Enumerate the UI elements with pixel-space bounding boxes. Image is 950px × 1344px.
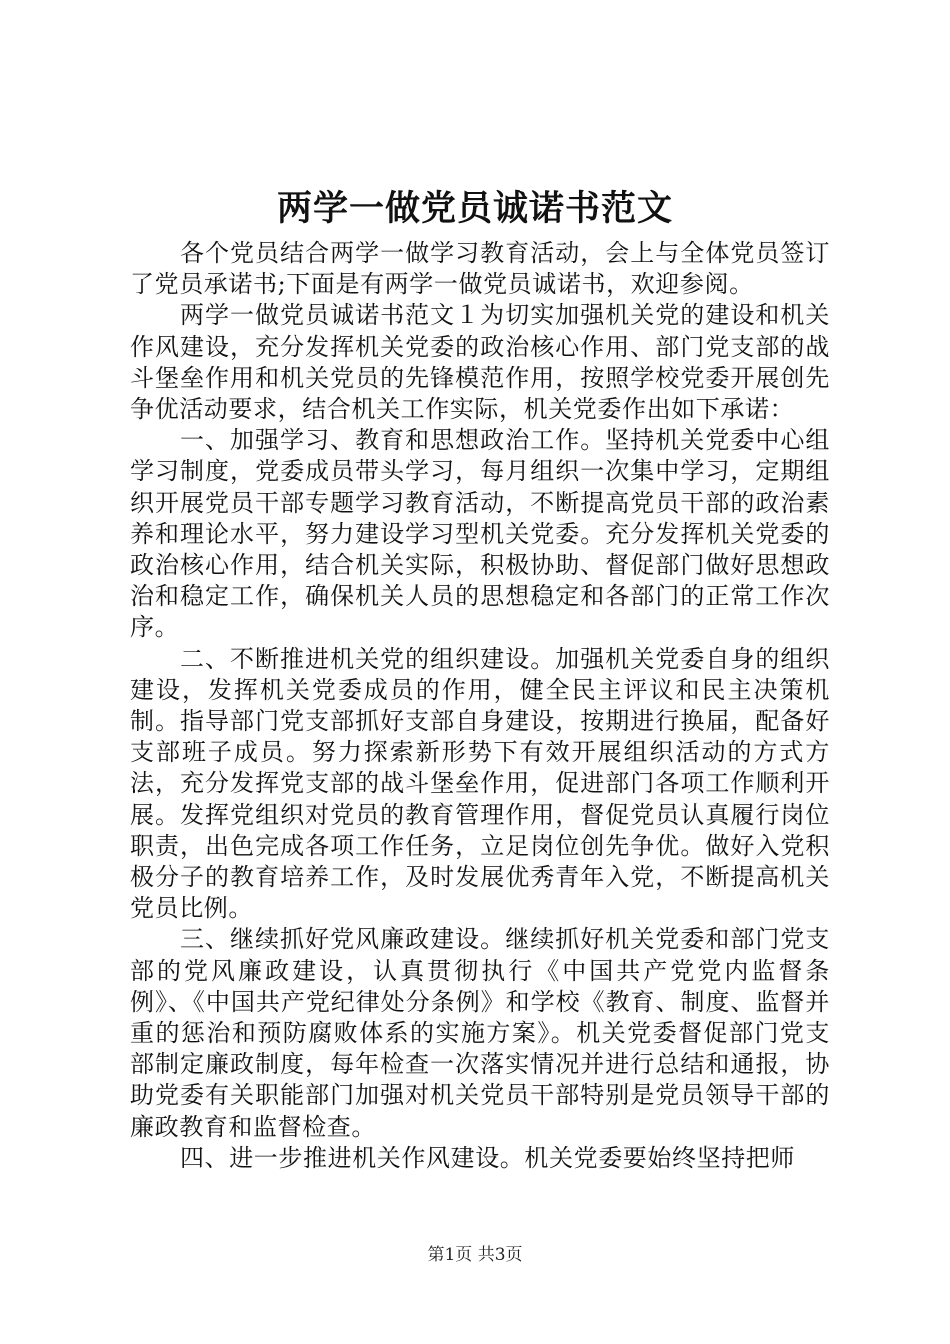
paragraph-section-4: 四、进一步推进机关作风建设。机关党委要始终坚持把师 <box>180 1143 795 1172</box>
paragraph-section-3: 三、继续抓好党风廉政建设。继续抓好机关党委和部门党支部的党风廉政建设，认真贯彻执行《中国共产党党内监督条例》、《中国共产党纪律处分条例》和学校《教育、制度、监督并重的惩治和预防腐败体系的实施方案》。机关党委督促部门党支部制定廉政制度，每年检查一次落实情况并进行总结和通报，协助党委有关职能部门加强对机关党员干部特别是党员领导干部的廉政教育和监督检查。 <box>130 925 830 1141</box>
page-number-footer: 第1页 共3页 <box>427 1245 523 1265</box>
paragraph-intro: 各个党员结合两学一做学习教育活动，会上与全体党员签订了党员承诺书;下面是有两学一做党员诚诺书，欢迎参阅。 <box>130 239 830 299</box>
paragraph-sample-1: 两学一做党员诚诺书范文１为切实加强机关党的建设和机关作风建设，充分发挥机关党委的政治核心作用、部门党支部的战斗堡垒作用和机关党员的先锋模范作用，按照学校党委开展创先争优活动要求，结合机关工作实际，机关党委作出如下承诺： <box>130 301 830 424</box>
paragraph-section-2: 二、不断推进机关党的组织建设。加强机关党委自身的组织建设，发挥机关党委成员的作用，健全民主评议和民主决策机制。指导部门党支部抓好支部自身建设，按期进行换届，配备好支部班子成员。努力探索新形势下有效开展组织活动的方式方法，充分发挥党支部的战斗堡垒作用，促进部门各项工作顺利开展。发挥党组织对党员的教育管理作用，督促党员认真履行岗位职责，出色完成各项工作任务，立足岗位创先争优。做好入党积极分子的教育培养工作，及时发展优秀青年入党，不断提高机关党员比例。 <box>130 644 830 923</box>
paragraph-section-1: 一、加强学习、教育和思想政治工作。坚持机关党委中心组学习制度，党委成员带头学习，每月组织一次集中学习，定期组织开展党员干部专题学习教育活动，不断提高党员干部的政治素养和理论水平，努力建设学习型机关党委。充分发挥机关党委的政治核心作用，结合机关实际，积极协助、督促部门做好思想政治和稳定工作，确保机关人员的思想稳定和各部门的正常工作次序。 <box>130 426 830 642</box>
document-body <box>130 238 830 1174</box>
document-title: 两学一做党员诚诺书范文 <box>276 188 673 229</box>
